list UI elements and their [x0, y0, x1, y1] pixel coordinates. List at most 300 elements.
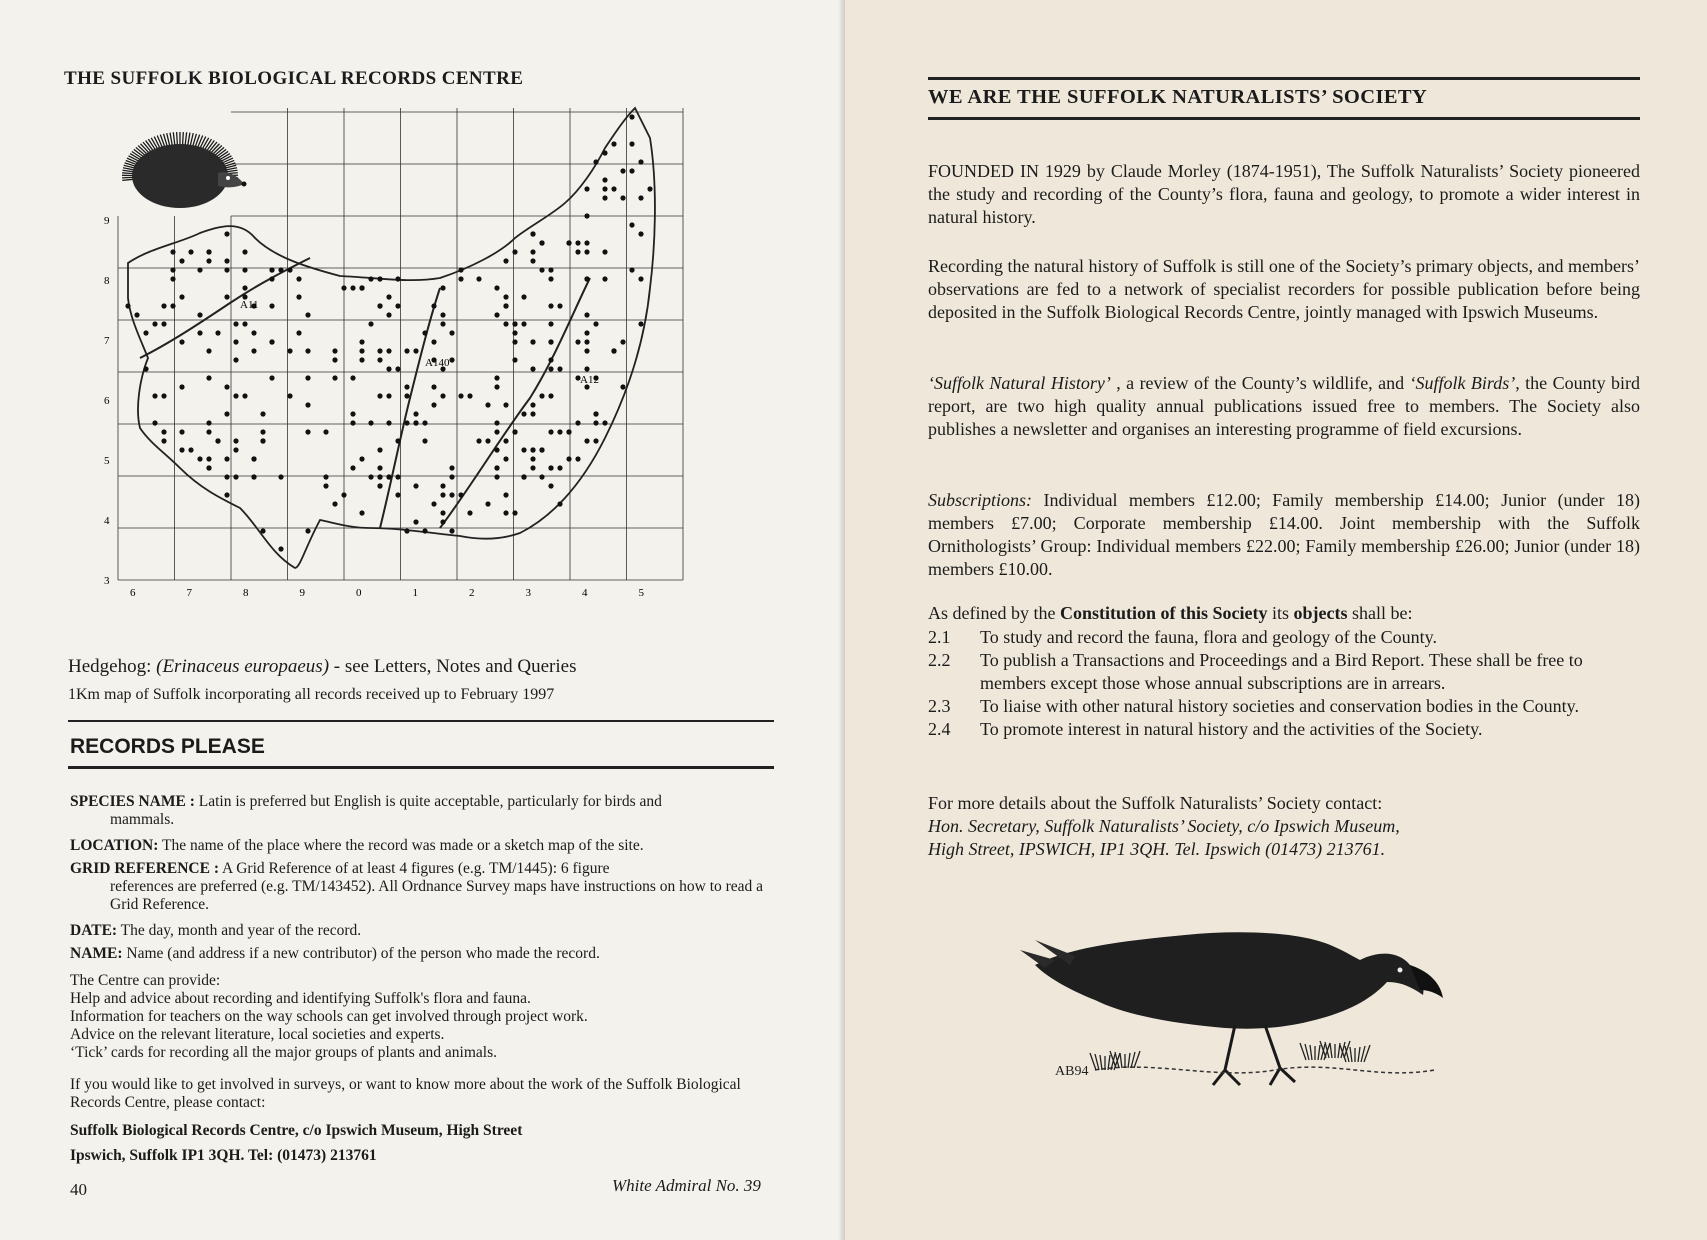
record-dot: [251, 474, 256, 479]
record-dot: [440, 492, 445, 497]
record-dot: [413, 411, 418, 416]
record-dot: [323, 483, 328, 488]
record-dot: [440, 321, 445, 326]
record-dot: [206, 429, 211, 434]
record-dot: [368, 276, 373, 281]
record-dot: [422, 528, 427, 533]
record-dot: [440, 510, 445, 515]
record-dot: [584, 366, 589, 371]
record-dot: [602, 420, 607, 425]
provide-item: Information for teachers on the way schools can get involved through project work.: [70, 1008, 588, 1025]
record-dot: [476, 276, 481, 281]
record-dot: [206, 420, 211, 425]
record-dot: [548, 366, 553, 371]
record-dot: [602, 177, 607, 182]
record-dot: [440, 519, 445, 524]
field-text: A Grid Reference of at least 4 figures (e.g. TM/1445): 6 figure: [218, 860, 610, 877]
record-dot: [584, 339, 589, 344]
record-dot: [431, 501, 436, 506]
record-dot: [395, 492, 400, 497]
record-dot: [548, 465, 553, 470]
text-span: As defined by the: [928, 603, 1060, 623]
record-dot: [152, 420, 157, 425]
record-dot: [566, 456, 571, 461]
record-dot: [359, 456, 364, 461]
text-span: , a review of the County’s wildlife, and: [1110, 373, 1410, 393]
list-item: [928, 695, 1640, 718]
record-dot: [386, 294, 391, 299]
caption-prefix: Hedgehog:: [68, 656, 157, 677]
record-dot: [404, 348, 409, 353]
record-dot: [512, 429, 517, 434]
title-rule-bottom: [928, 117, 1640, 120]
record-dot: [476, 438, 481, 443]
record-dot: [359, 285, 364, 290]
item-text: To study and record the fauna, flora and geology of the County.: [980, 627, 1437, 647]
record-dot: [278, 267, 283, 272]
address-line-1: Suffolk Biological Records Centre, c/o Ipswich Museum, High Street: [70, 1122, 523, 1139]
record-dot: [512, 510, 517, 515]
record-dot: [503, 438, 508, 443]
record-dot: [530, 465, 535, 470]
record-dot: [395, 474, 400, 479]
record-dot: [224, 258, 229, 263]
record-dot: [539, 267, 544, 272]
record-dot: [584, 240, 589, 245]
record-dot: [224, 384, 229, 389]
record-dot: [440, 483, 445, 488]
record-dot: [332, 357, 337, 362]
record-dot: [170, 249, 175, 254]
record-dot: [584, 438, 589, 443]
a12-road: [440, 278, 590, 528]
record-dot: [503, 510, 508, 515]
record-dot: [548, 321, 553, 326]
record-dot: [233, 321, 238, 326]
record-dot: [548, 429, 553, 434]
record-dot: [503, 402, 508, 407]
record-dot: [503, 258, 508, 263]
record-dot: [197, 312, 202, 317]
objects-list: [928, 626, 1640, 741]
record-dot: [377, 303, 382, 308]
record-dot: [458, 267, 463, 272]
record-dot: [629, 114, 634, 119]
founded-paragraph: FOUNDED IN 1929 by Claude Morley (1874-1951), The Suffolk Naturalists’ Society pioneered the study and recording of the County’s flora, fauna and geology, to promote a wider interest in natural history.: [928, 161, 1640, 227]
map-y-label: 9: [104, 215, 110, 227]
record-dot: [503, 303, 508, 308]
record-dot: [269, 276, 274, 281]
map-y-label: 8: [104, 275, 110, 287]
record-dot: [386, 312, 391, 317]
record-dot: [584, 276, 589, 281]
grass-blade: [1350, 1047, 1352, 1062]
record-dot: [530, 366, 535, 371]
record-dot: [305, 528, 310, 533]
field-location: [70, 837, 774, 855]
record-dot: [530, 447, 535, 452]
record-dot: [593, 411, 598, 416]
map-x-label: 1: [412, 587, 418, 599]
item-text: To promote interest in natural history and the activities of the Society.: [980, 719, 1483, 739]
record-dot: [620, 384, 625, 389]
field-label: SPECIES NAME :: [70, 793, 195, 810]
record-dot: [611, 141, 616, 146]
record-dot: [359, 339, 364, 344]
record-dot: [143, 330, 148, 335]
record-dot: [557, 501, 562, 506]
item-number: 2.1: [928, 627, 951, 647]
record-dot: [629, 267, 634, 272]
record-dot: [350, 285, 355, 290]
record-dot: [215, 438, 220, 443]
map-y-label: 3: [104, 575, 110, 587]
record-dot: [224, 492, 229, 497]
record-dot: [161, 438, 166, 443]
map-label-a140: A140: [425, 357, 450, 369]
bold-span: Constitution of this Society: [1059, 603, 1268, 623]
record-dot: [575, 240, 580, 245]
recording-paragraph: Recording the natural history of Suffolk is still one of the Society’s primary objects, and members’ observations are fed to a network of specialist recorders for possible publication before being deposited in the Suffolk Biological Records Centre, jointly managed with Ipswich Museums.: [928, 256, 1640, 322]
field-species: [70, 793, 774, 829]
record-dot: [548, 357, 553, 362]
map-x-label: 0: [356, 587, 362, 599]
record-dot: [638, 276, 643, 281]
item-number: 2.4: [928, 719, 951, 739]
map-x-label: 3: [525, 587, 531, 599]
record-dot: [512, 321, 517, 326]
record-dot: [548, 303, 553, 308]
record-dot: [503, 294, 508, 299]
record-dot: [242, 393, 247, 398]
record-dot: [629, 222, 634, 227]
record-dot: [530, 339, 535, 344]
contact-intro: For more details about the Suffolk Naturalists’ Society contact:: [928, 793, 1383, 813]
grass-blade: [1128, 1053, 1130, 1068]
record-dot: [224, 231, 229, 236]
record-dot: [287, 348, 292, 353]
record-dot: [449, 465, 454, 470]
record-dot: [269, 303, 274, 308]
record-dot: [206, 375, 211, 380]
record-dot: [296, 276, 301, 281]
record-dot: [251, 330, 256, 335]
record-dot: [593, 420, 598, 425]
record-dot: [152, 321, 157, 326]
record-dot: [170, 303, 175, 308]
artist-signature: AB94: [1055, 1064, 1089, 1079]
record-dot: [584, 249, 589, 254]
item-number: 2.2: [928, 650, 951, 670]
record-dot: [242, 285, 247, 290]
list-item: [928, 626, 1640, 649]
contact-line: High Street, IPSWICH, IP1 3QH. Tel. Ipswich (01473) 213761.: [928, 839, 1386, 859]
text-span: shall be:: [1347, 603, 1413, 623]
record-dot: [638, 321, 643, 326]
record-dot: [296, 294, 301, 299]
record-dot: [404, 393, 409, 398]
record-dot: [512, 330, 517, 335]
record-dot: [179, 339, 184, 344]
grass-blade: [1318, 1045, 1320, 1060]
map-x-label: 6: [130, 587, 136, 599]
field-date: [70, 922, 774, 940]
record-dot: [413, 348, 418, 353]
record-dot: [332, 348, 337, 353]
record-dot: [224, 411, 229, 416]
record-dot: [440, 285, 445, 290]
provide-intro: The Centre can provide:: [70, 972, 221, 989]
record-dot: [611, 348, 616, 353]
record-dot: [377, 465, 382, 470]
caption-suffix: - see Letters, Notes and Queries: [329, 656, 577, 677]
record-dot: [161, 393, 166, 398]
record-dot: [386, 420, 391, 425]
a140-road: [380, 288, 440, 528]
record-dot: [539, 240, 544, 245]
grass-blade: [1330, 1043, 1332, 1058]
record-dot: [620, 195, 625, 200]
record-dot: [440, 393, 445, 398]
record-dot: [413, 519, 418, 524]
record-dot: [566, 240, 571, 245]
record-dot: [602, 195, 607, 200]
record-dot: [530, 231, 535, 236]
record-dot: [503, 321, 508, 326]
record-dot: [377, 357, 382, 362]
record-dot: [575, 456, 580, 461]
record-dot: [494, 474, 499, 479]
record-dot: [224, 474, 229, 479]
record-dot: [539, 393, 544, 398]
record-dot: [206, 465, 211, 470]
record-dot: [404, 528, 409, 533]
record-dot: [233, 447, 238, 452]
record-dot: [242, 321, 247, 326]
record-dot: [404, 420, 409, 425]
provide-item: ‘Tick’ cards for recording all the major groups of plants and animals.: [70, 1044, 497, 1061]
record-dot: [269, 267, 274, 272]
records-heading: RECORDS PLEASE: [70, 735, 265, 758]
record-dot: [620, 168, 625, 173]
publication-footer: White Admiral No. 39: [612, 1176, 761, 1195]
divider-top: [68, 720, 774, 722]
record-dot: [359, 348, 364, 353]
record-dot: [305, 429, 310, 434]
map-y-label: 7: [104, 335, 110, 347]
record-dot: [179, 258, 184, 263]
record-dot: [449, 357, 454, 362]
record-dot: [494, 429, 499, 434]
record-dot: [458, 276, 463, 281]
record-dot: [125, 303, 130, 308]
record-dot: [179, 294, 184, 299]
record-dot: [521, 474, 526, 479]
record-dot: [413, 420, 418, 425]
record-dot: [548, 483, 553, 488]
contact-line: Hon. Secretary, Suffolk Naturalists’ Society, c/o Ipswich Museum,: [928, 816, 1400, 836]
record-dot: [557, 366, 562, 371]
record-dot: [161, 303, 166, 308]
record-dot: [521, 447, 526, 452]
record-dot: [629, 141, 634, 146]
field-continuation: mammals.: [110, 811, 175, 828]
record-dot: [449, 492, 454, 497]
record-dot: [242, 267, 247, 272]
field-grid-reference: [70, 860, 774, 914]
field-continuation: references are preferred (e.g. TM/143452). All Ordnance Survey maps have instructions on how to read a Grid Reference.: [110, 878, 764, 913]
record-dot: [503, 456, 508, 461]
record-dot: [629, 168, 634, 173]
contact-block: [928, 792, 1640, 861]
record-dot: [548, 339, 553, 344]
record-dot: [458, 492, 463, 497]
caption-latin-name: (Erinaceus europaeus): [156, 656, 330, 677]
record-dot: [431, 384, 436, 389]
record-dot: [377, 348, 382, 353]
record-dot: [521, 411, 526, 416]
field-text: Latin is preferred but English is quite acceptable, particularly for birds and: [194, 793, 662, 810]
divider-bottom: [68, 766, 774, 769]
record-dot: [566, 429, 571, 434]
record-dot: [539, 447, 544, 452]
field-text: The name of the place where the record was made or a sketch map of the site.: [158, 837, 644, 854]
record-dot: [377, 447, 382, 452]
record-dot: [494, 465, 499, 470]
record-dot: [602, 276, 607, 281]
record-dot: [179, 429, 184, 434]
record-dot: [548, 393, 553, 398]
record-dot: [413, 483, 418, 488]
provide-item: Help and advice about recording and identifying Suffolk's flora and fauna.: [70, 990, 531, 1007]
record-dot: [449, 528, 454, 533]
record-dot: [260, 429, 265, 434]
record-dot: [305, 312, 310, 317]
field-name: [70, 945, 774, 963]
record-dot: [584, 312, 589, 317]
map-x-label: 8: [243, 587, 249, 599]
record-dot: [638, 195, 643, 200]
record-dot: [332, 501, 337, 506]
record-dot: [368, 321, 373, 326]
bold-span: objects: [1293, 603, 1348, 623]
record-dot: [350, 465, 355, 470]
record-dot: [530, 402, 535, 407]
publication-title: ‘Suffolk Birds’,: [1409, 373, 1520, 393]
grass-blade: [1310, 1045, 1312, 1060]
item-text: To publish a Transactions and Proceedings and a Bird Report. These shall be free to members except those whose annual subscriptions are in arrears.: [980, 650, 1583, 693]
objects-intro: [928, 602, 1640, 625]
record-dot: [548, 267, 553, 272]
map-x-label: 9: [299, 587, 305, 599]
map-caption: [68, 656, 576, 678]
record-dot: [530, 411, 535, 416]
record-dot: [305, 402, 310, 407]
provide-block: [70, 972, 774, 1062]
record-dot: [431, 402, 436, 407]
map-x-label: 2: [469, 587, 475, 599]
record-dot: [251, 348, 256, 353]
record-dot: [584, 348, 589, 353]
record-dot: [602, 249, 607, 254]
involve-text: If you would like to get involved in surveys, or want to know more about the work of the Suffolk Biological Records Centre, please contact:: [70, 1076, 741, 1111]
record-dot: [395, 276, 400, 281]
record-dot: [386, 366, 391, 371]
left-page: [0, 0, 845, 1240]
text-span: its: [1267, 603, 1294, 623]
record-dot: [512, 339, 517, 344]
record-dot: [233, 474, 238, 479]
record-dot: [305, 348, 310, 353]
map-y-label: 6: [104, 395, 110, 407]
record-dot: [368, 420, 373, 425]
record-dot: [215, 330, 220, 335]
record-dot: [323, 429, 328, 434]
title-rule-top: [928, 77, 1640, 80]
record-dot: [395, 303, 400, 308]
record-dot: [494, 285, 499, 290]
record-dot: [224, 267, 229, 272]
field-text: Name (and address if a new contributor) of the person who made the record.: [122, 945, 600, 962]
record-dot: [638, 231, 643, 236]
record-dot: [530, 258, 535, 263]
subscriptions-paragraph: [928, 489, 1640, 581]
record-dot: [278, 474, 283, 479]
record-dot: [233, 357, 238, 362]
record-dot: [431, 303, 436, 308]
record-dot: [467, 393, 472, 398]
record-dot: [170, 276, 175, 281]
record-dot: [206, 249, 211, 254]
record-dot: [242, 249, 247, 254]
record-dot: [323, 474, 328, 479]
record-dot: [287, 393, 292, 398]
record-dot: [206, 258, 211, 263]
record-dot: [161, 321, 166, 326]
record-dot: [206, 348, 211, 353]
record-dot: [449, 330, 454, 335]
record-dot: [260, 438, 265, 443]
record-dot: [269, 375, 274, 380]
record-dot: [206, 456, 211, 461]
record-dot: [386, 393, 391, 398]
record-dot: [224, 294, 229, 299]
record-dot: [233, 339, 238, 344]
record-dot: [431, 339, 436, 344]
record-dot: [485, 438, 490, 443]
record-dot: [602, 186, 607, 191]
society-title: WE ARE THE SUFFOLK NATURALISTS’ SOCIETY: [928, 86, 1428, 108]
map-subcaption: 1Km map of Suffolk incorporating all records received up to February 1997: [68, 686, 555, 703]
subscriptions-text: Individual members £12.00; Family membership £14.00; Junior (under 18) members £7.00; Corporate membership £14.00. Joint membership with the Suffolk Ornithologists’ Group: Individual members £22.00; Family membership £26.00; Junior (under 18) members £10.00.: [928, 490, 1640, 579]
record-dot: [233, 438, 238, 443]
record-dot: [512, 249, 517, 254]
record-dot: [350, 411, 355, 416]
record-dot: [557, 465, 562, 470]
record-dot: [422, 420, 427, 425]
subscriptions-label: Subscriptions:: [928, 490, 1033, 510]
record-dot: [197, 267, 202, 272]
record-dot: [440, 312, 445, 317]
list-item: [928, 649, 1640, 695]
crow-illustration: [1015, 920, 1485, 1105]
record-dot: [422, 438, 427, 443]
page-title: THE SUFFOLK BIOLOGICAL RECORDS CENTRE: [64, 68, 524, 89]
record-dot: [170, 267, 175, 272]
record-dot: [161, 429, 166, 434]
record-dot: [575, 420, 580, 425]
record-dot: [548, 276, 553, 281]
